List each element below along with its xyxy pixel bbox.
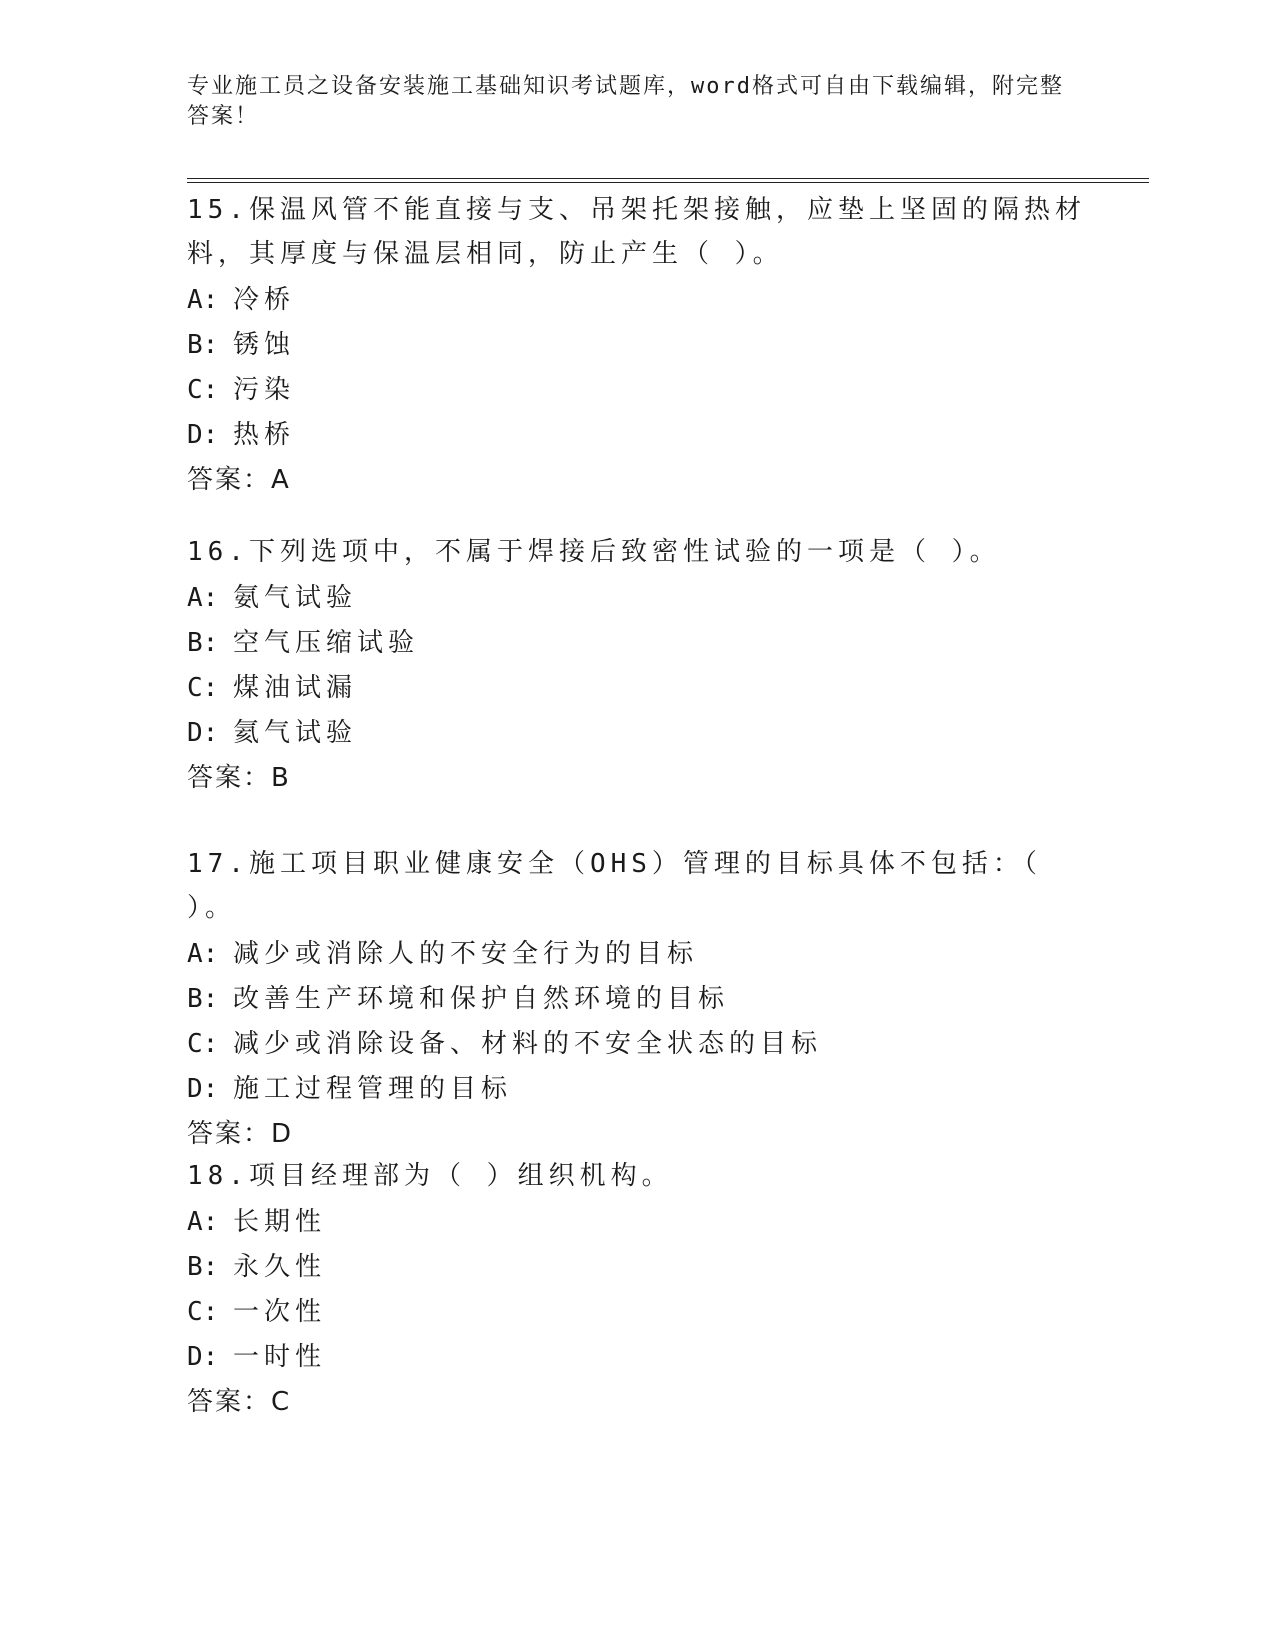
option-text: 煤油试漏: [233, 673, 358, 703]
option-a: [187, 576, 1087, 621]
option-text: 一时性: [233, 1342, 327, 1372]
answer-value: A: [271, 465, 290, 495]
answer-label: 答案：: [187, 1119, 272, 1149]
question-stem: 18.项目经理部为（ ）组织机构。: [187, 1161, 673, 1191]
option-d: [187, 413, 1087, 458]
option-text: 氨气试验: [233, 583, 358, 613]
question-16: [187, 530, 1087, 801]
answer-line: [187, 756, 1087, 801]
option-letter: C:: [187, 375, 219, 405]
question-stem: 17.施工项目职业健康安全（OHS）管理的目标具体不包括：（ ）。: [187, 849, 1042, 923]
option-letter: B:: [187, 628, 219, 658]
option-text: 施工过程管理的目标: [233, 1074, 513, 1104]
option-letter: A:: [187, 285, 219, 315]
option-text: 污染: [233, 375, 296, 405]
option-letter: C:: [187, 1029, 219, 1059]
question-stem: 16.下列选项中，不属于焊接后致密性试验的一项是（ ）。: [187, 537, 1001, 567]
answer-value: D: [271, 1119, 293, 1149]
option-text: 减少或消除人的不安全行为的目标: [233, 939, 699, 969]
option-letter: A:: [187, 939, 219, 969]
answer-label: 答案：: [187, 465, 272, 495]
option-text: 冷桥: [233, 285, 296, 315]
option-text: 永久性: [233, 1252, 327, 1282]
answer-label: 答案：: [187, 1387, 272, 1417]
option-b: [187, 323, 1087, 368]
question-15: [187, 188, 1087, 503]
header-divider-top: [187, 178, 1149, 179]
question-17: [187, 842, 1087, 1157]
option-letter: B:: [187, 330, 219, 360]
option-letter: B:: [187, 1252, 219, 1282]
option-b: [187, 621, 1087, 666]
option-text: 空气压缩试验: [233, 628, 420, 658]
answer-line: [187, 1380, 1087, 1425]
answer-label: 答案：: [187, 763, 272, 793]
option-text: 一次性: [233, 1297, 327, 1327]
option-letter: C:: [187, 1297, 219, 1327]
option-text: 减少或消除设备、材料的不安全状态的目标: [233, 1029, 823, 1059]
option-a: [187, 1200, 1087, 1245]
question-18: [187, 1154, 1087, 1425]
answer-value: B: [271, 763, 290, 793]
option-d: [187, 1335, 1087, 1380]
option-letter: A:: [187, 1207, 219, 1237]
option-text: 长期性: [233, 1207, 327, 1237]
option-c: [187, 666, 1087, 711]
option-letter: D:: [187, 420, 219, 450]
question-stem: 15.保温风管不能直接与支、吊架托架接触，应垫上坚固的隔热材料，其厚度与保温层相同，防止产生（ ）。: [187, 195, 1086, 269]
option-letter: D:: [187, 1074, 219, 1104]
option-letter: D:: [187, 718, 219, 748]
option-letter: B:: [187, 984, 219, 1014]
option-b: [187, 977, 1087, 1022]
answer-line: [187, 458, 1087, 503]
header-divider-bottom: [187, 182, 1149, 183]
option-text: 改善生产环境和保护自然环境的目标: [233, 984, 730, 1014]
option-a: [187, 278, 1087, 323]
option-text: 热桥: [233, 420, 296, 450]
option-c: [187, 368, 1087, 413]
option-text: 锈蚀: [233, 330, 296, 360]
option-d: [187, 711, 1087, 756]
document-header: 专业施工员之设备安装施工基础知识考试题库，word格式可自由下载编辑，附完整答案！: [187, 74, 1064, 129]
option-letter: A:: [187, 583, 219, 613]
option-letter: D:: [187, 1342, 219, 1372]
option-d: [187, 1067, 1087, 1112]
answer-value: C: [271, 1387, 291, 1417]
option-a: [187, 932, 1087, 977]
option-c: [187, 1290, 1087, 1335]
option-letter: C:: [187, 673, 219, 703]
option-c: [187, 1022, 1087, 1067]
option-b: [187, 1245, 1087, 1290]
option-text: 氦气试验: [233, 718, 358, 748]
answer-line: [187, 1112, 1087, 1157]
